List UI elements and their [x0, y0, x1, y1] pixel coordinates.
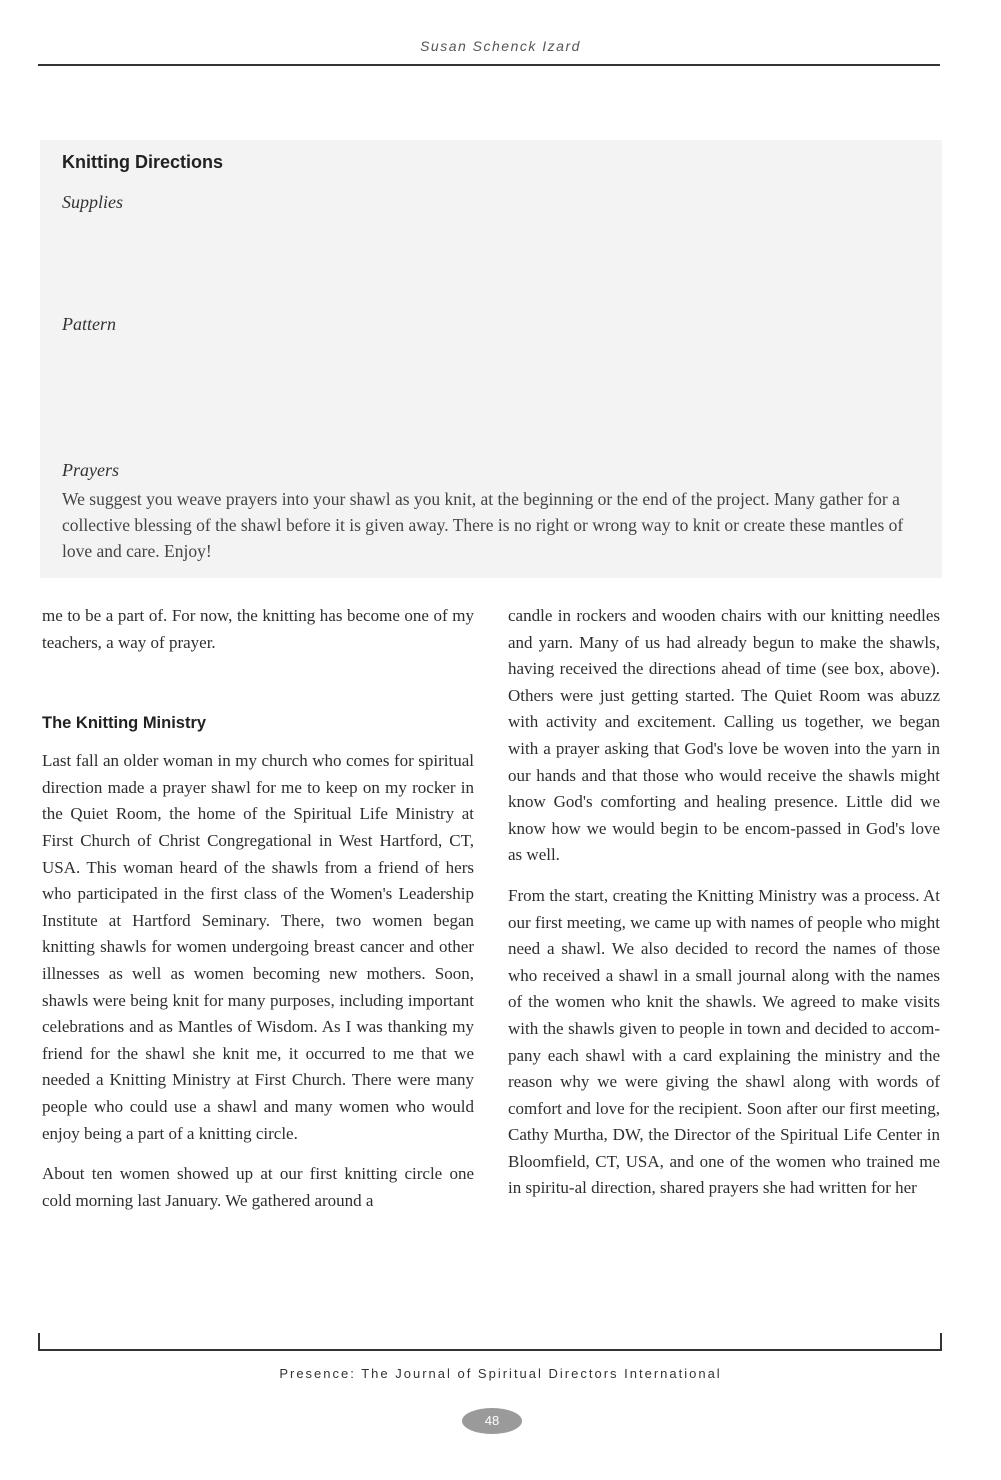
supplies-label: Supplies — [62, 192, 123, 212]
header-rule — [38, 64, 940, 66]
page-number: 48 — [462, 1408, 522, 1434]
left-paragraph-3: About ten women showed up at our first knitting circle one cold morning last January. We gathered around a — [42, 1164, 474, 1210]
right-paragraph-2: From the start, creating the Knitting Ministry was a process. At our first meeting, we came up with names of people who might need a shawl. We also decided to record the names of those who received a shawl in a small journal along with the names of the women who knit the shawls. We agreed to make visits with the shawls given to people in town and decided to accom-pany each shawl with a card explaining the ministry and the reason why we were giving the shawl along with words of comfort and love for the recipient. Soon after our first meeting, Cathy Murtha, DW, the Director of the Spiritual Life Center in Bloomfield, CT, USA, and one of the women who trained me in spiritu-al direction, shared prayers she had written for her — [508, 885, 940, 1198]
left-paragraph-2: Last fall an older woman in my church who comes for spiritual direction made a prayer shawl for me to keep on my rocker in the Quiet Room, the home of the Spiritual Life Ministry at First Church of Christ Congregational in West Hartford, CT, USA. This woman heard of the shawls from a friend of hers who participated in the first class of the Women's Leadership Institute at Hartford Seminary. There, two women began knitting shawls for women undergoing breast cancer and other illnesses as well as women becoming new mothers. Soon, shawls were being knit for many purposes, including important celebrations and as Mantles of Wisdom. As I was thanking my friend for the shawl she knit me, it occurred to me that we needed a Knitting Ministry at First Church. There were many people who could use a shawl and many women who would enjoy being a part of a knitting circle. — [42, 751, 474, 1143]
knitting-directions-box — [40, 140, 942, 578]
left-column — [42, 603, 474, 1214]
prayers-text: We suggest you weave prayers into your shawl as you knit, at the beginning or the end of the project. Many gather for a collective blessing of the shawl before it is given away. There is no right or wrong way to knit or create these mantles of love and care. Enjoy! — [62, 489, 904, 561]
right-paragraph-1: candle in rockers and wooden chairs with our knitting needles and yarn. Many of us had already begun to make the shawls, having received the directions ahead of time (see box, above). Others were just getting started. The Quiet Room was abuzz with activity and excitement. Calling us together, we began with a prayer asking that God's love be woven into the yarn in our hands and that those who would receive the shawls might know God's comforting and healing presence. Little did we know how we would begin to be encom-passed in God's love as well. — [508, 606, 940, 865]
pattern-label: Pattern — [62, 314, 116, 334]
left-paragraph-1: me to be a part of. For now, the knitting has become one of my teachers, a way of prayer. — [42, 606, 474, 652]
footer-rule — [38, 1333, 942, 1351]
running-head: Susan Schenck Izard — [420, 38, 581, 54]
journal-title: Presence: The Journal of Spiritual Directors International — [279, 1366, 722, 1381]
prayers-label: Prayers — [62, 460, 119, 480]
right-column — [508, 603, 940, 1202]
box-title: Knitting Directions — [62, 152, 223, 172]
section-heading: The Knitting Ministry — [42, 714, 207, 733]
